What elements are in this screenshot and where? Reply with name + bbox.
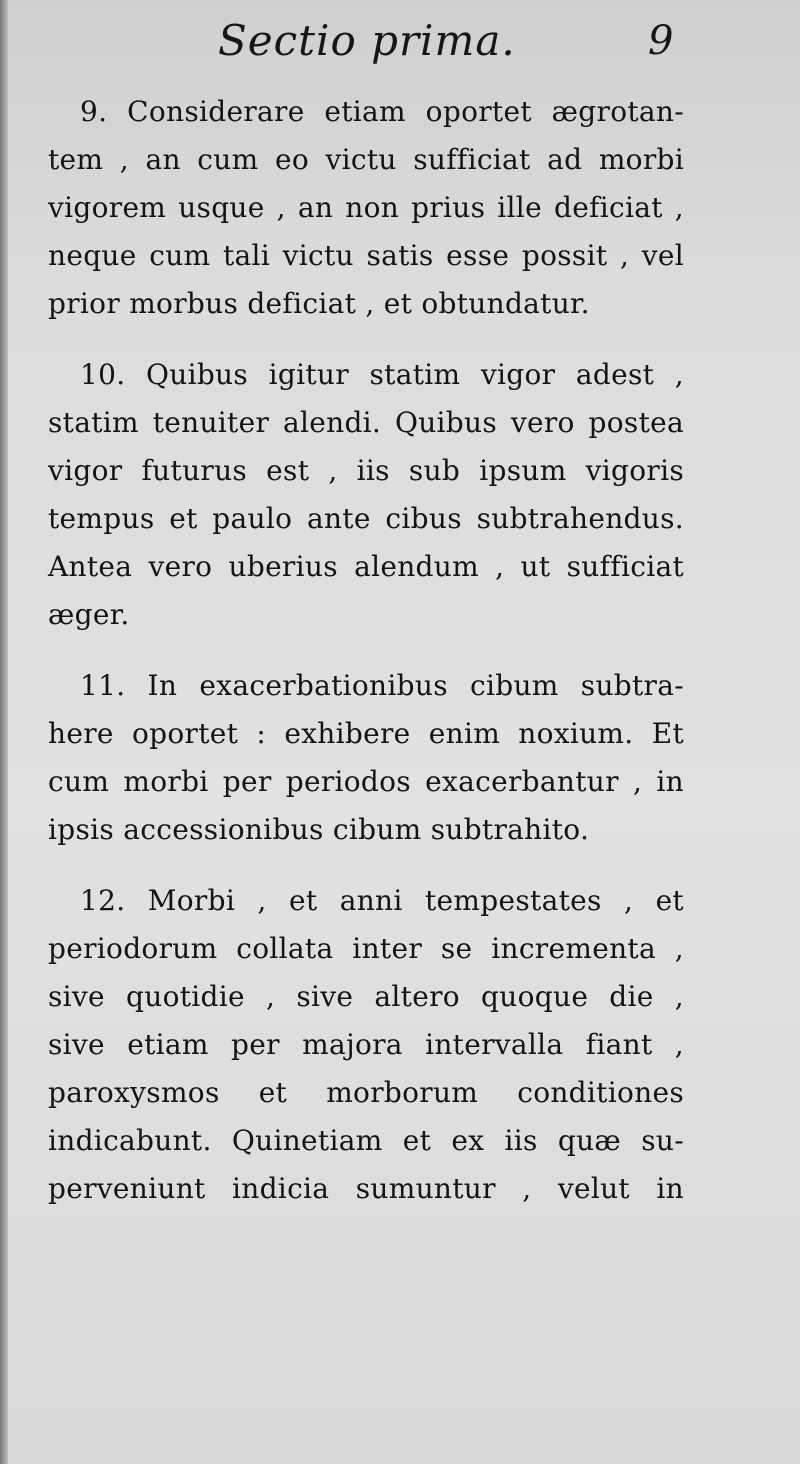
- text-line: paroxysmos et morborum conditiones: [48, 1076, 684, 1109]
- text-line: here oportet : exhibere enim noxium. Et: [48, 717, 684, 750]
- text-line: 9. Considerare etiam oportet ægrotan-: [80, 95, 684, 128]
- text-line: 10. Quibus igitur statim vigor adest ,: [80, 358, 684, 391]
- text-line: 12. Morbi , et anni tempestates , et: [80, 884, 684, 917]
- text-line: vigorem usque , an non prius ille deficiat ,: [48, 191, 684, 224]
- text-line: vigor futurus est , iis sub ipsum vigoris: [48, 454, 684, 487]
- text-line: Antea vero uberius alendum , ut sufficiat: [48, 550, 684, 583]
- text-line: neque cum tali victu satis esse possit , vel: [48, 239, 684, 272]
- text-line: tem , an cum eo victu sufficiat ad morbi: [48, 143, 684, 176]
- running-head: [0, 14, 800, 84]
- page-number: 9: [648, 18, 674, 64]
- paragraph-10: [48, 351, 684, 639]
- text-line: prior morbus deficiat , et obtundatur.: [48, 287, 590, 320]
- text-line: indicabunt. Quinetiam et ex iis quæ su-: [48, 1124, 684, 1157]
- text-line: tempus et paulo ante cibus subtrahendus.: [48, 502, 684, 535]
- text-line: sive etiam per majora intervalla fiant ,: [48, 1028, 684, 1061]
- text-line: periodorum collata inter se incrementa ,: [48, 932, 684, 965]
- text-line: ipsis accessionibus cibum subtrahito.: [48, 813, 590, 846]
- text-line: cum morbi per periodos exacerbantur , in: [48, 765, 684, 798]
- body-text: [48, 88, 684, 1236]
- text-line: sive quotidie , sive altero quoque die ,: [48, 980, 684, 1013]
- running-title: Sectio prima.: [218, 16, 516, 65]
- text-line: 11. In exacerbationibus cibum subtra-: [80, 669, 684, 702]
- paragraph-11: [48, 662, 684, 854]
- text-line: statim tenuiter alendi. Quibus vero postea: [48, 406, 684, 439]
- paragraph-12: [48, 877, 684, 1213]
- text-line: perveniunt indicia sumuntur , velut in: [48, 1172, 684, 1205]
- page-gutter-shadow: [0, 0, 8, 1464]
- paragraph-9: [48, 88, 684, 328]
- text-line: æger.: [48, 598, 130, 631]
